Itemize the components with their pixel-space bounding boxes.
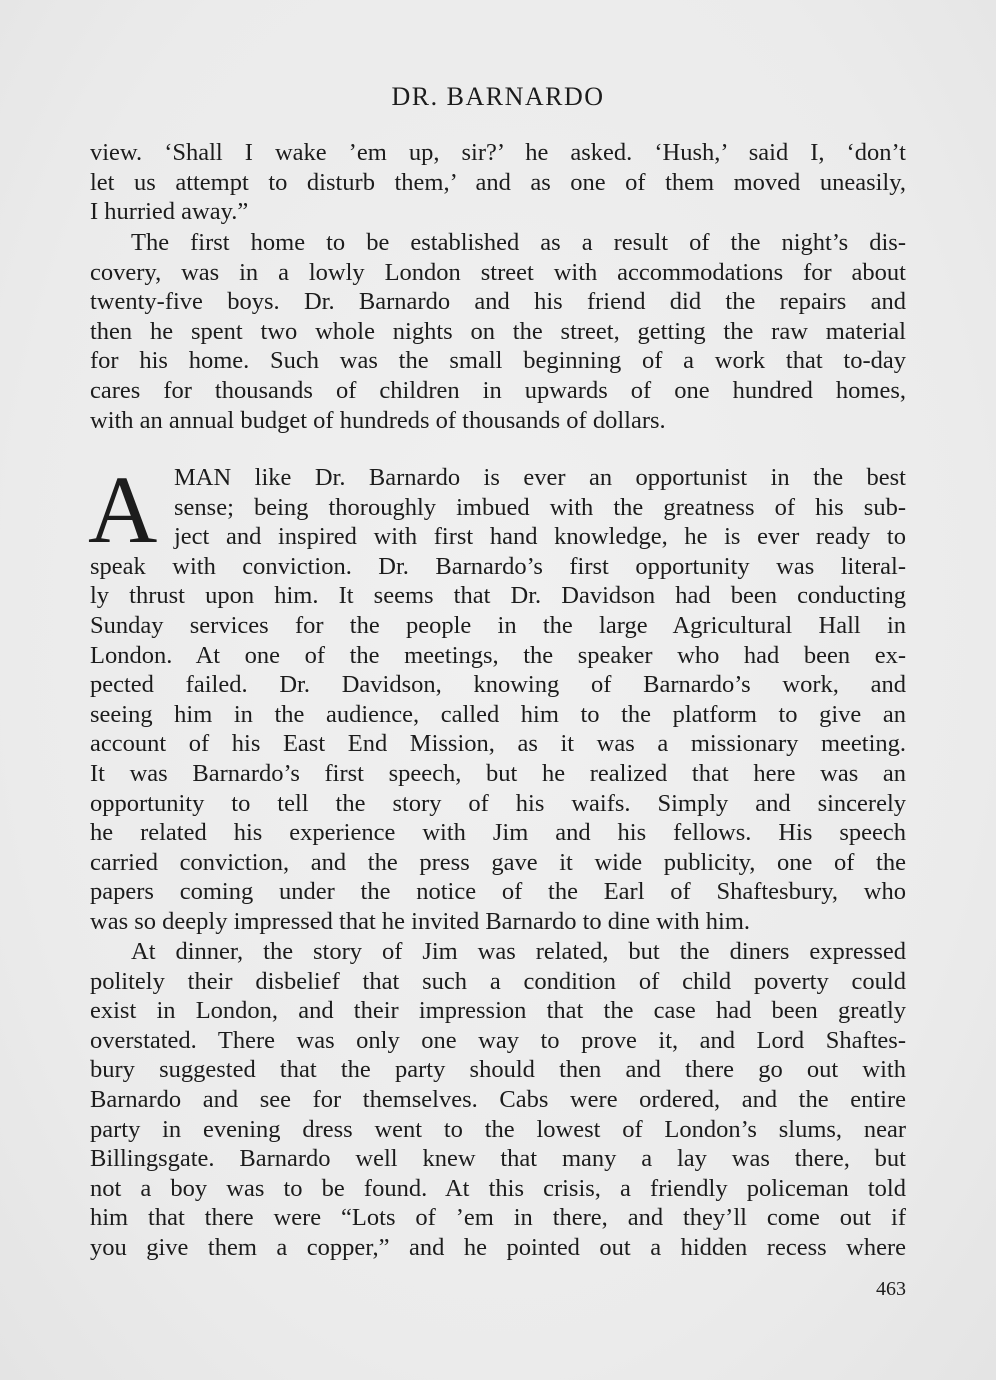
- text-line: him that there were “Lots of ’em in there, and they’ll come out if: [90, 1204, 906, 1232]
- text-line: overstated. There was only one way to prove it, and Lord Shaftes-: [90, 1026, 906, 1054]
- text-line: ly thrust upon him. It seems that Dr. Davidson had been conducting: [90, 582, 906, 610]
- text-line: not a boy was to be found. At this crisis, a friendly policeman told: [90, 1174, 906, 1202]
- text-line: pected failed. Dr. Davidson, knowing of Barnardo’s work, and: [90, 671, 906, 699]
- running-head: DR. BARNARDO: [391, 82, 605, 111]
- text-line: London. At one of the meetings, the speaker who had been ex-: [90, 641, 906, 669]
- drop-cap: A: [88, 456, 158, 563]
- text-line: twenty-five boys. Dr. Barnardo and his friend did the repairs and: [90, 288, 906, 316]
- text-line: MAN like Dr. Barnardo is ever an opportunist in the best: [174, 464, 906, 491]
- text-line: opportunity to tell the story of his waifs. Simply and sincerely: [90, 789, 906, 817]
- text-line: seeing him in the audience, called him to the platform to give an: [90, 700, 906, 728]
- text-line: then he spent two whole nights on the street, getting the raw material: [90, 317, 906, 345]
- text-line: speak with conviction. Dr. Barnardo’s first opportunity was literal-: [90, 552, 906, 580]
- text-line: carried conviction, and the press gave it wide publicity, one of the: [90, 848, 906, 876]
- text-line: was so deeply impressed that he invited Barnardo to dine with him.: [90, 907, 751, 935]
- text-line: with an annual budget of hundreds of thousands of dollars.: [90, 406, 666, 434]
- page-number: 463: [876, 1278, 906, 1300]
- text-line: It was Barnardo’s first speech, but he realized that here was an: [90, 759, 906, 787]
- text-line: view. ‘Shall I wake ’em up, sir?’ he asked. ‘Hush,’ said I, ‘don’t: [90, 139, 906, 166]
- text-line: I hurried away.”: [90, 198, 249, 226]
- text-line: party in evening dress went to the lowest of London’s slums, near: [90, 1115, 906, 1143]
- text-line: politely their disbelief that such a condition of child poverty could: [90, 967, 906, 995]
- paragraph-1: [90, 138, 906, 227]
- paragraph-3: [88, 456, 906, 937]
- paragraph-2: [90, 228, 906, 435]
- text-line: for his home. Such was the small beginning of a work that to-day: [90, 347, 906, 375]
- text-line: covery, was in a lowly London street with accommodations for about: [90, 258, 906, 286]
- text-line: Billingsgate. Barnardo well knew that many a lay was there, but: [90, 1145, 906, 1173]
- text-line: he related his experience with Jim and his fellows. His speech: [90, 819, 906, 847]
- text-line: The first home to be established as a result of the night’s dis-: [131, 229, 906, 256]
- paragraph-4: [90, 937, 906, 1263]
- text-line: cares for thousands of children in upwards of one hundred homes,: [90, 376, 906, 404]
- text-line: sense; being thoroughly imbued with the greatness of his sub-: [174, 493, 906, 521]
- text-line: you give them a copper,” and he pointed out a hidden recess where: [90, 1233, 906, 1261]
- text-line: Barnardo and see for themselves. Cabs were ordered, and the entire: [90, 1085, 906, 1113]
- text-line: At dinner, the story of Jim was related, but the diners expressed: [131, 938, 906, 965]
- text-line: bury suggested that the party should then and there go out with: [90, 1056, 906, 1084]
- text-line: ject and inspired with first hand knowledge, he is ever ready to: [174, 523, 906, 551]
- text-line: Sunday services for the people in the large Agricultural Hall in: [90, 611, 906, 639]
- text-line: exist in London, and their impression that the case had been greatly: [90, 997, 906, 1025]
- text-line: let us attempt to disturb them,’ and as one of them moved uneasily,: [90, 168, 906, 196]
- text-line: account of his East End Mission, as it was a missionary meeting.: [90, 730, 906, 758]
- text-line: papers coming under the notice of the Earl of Shaftesbury, who: [90, 878, 906, 906]
